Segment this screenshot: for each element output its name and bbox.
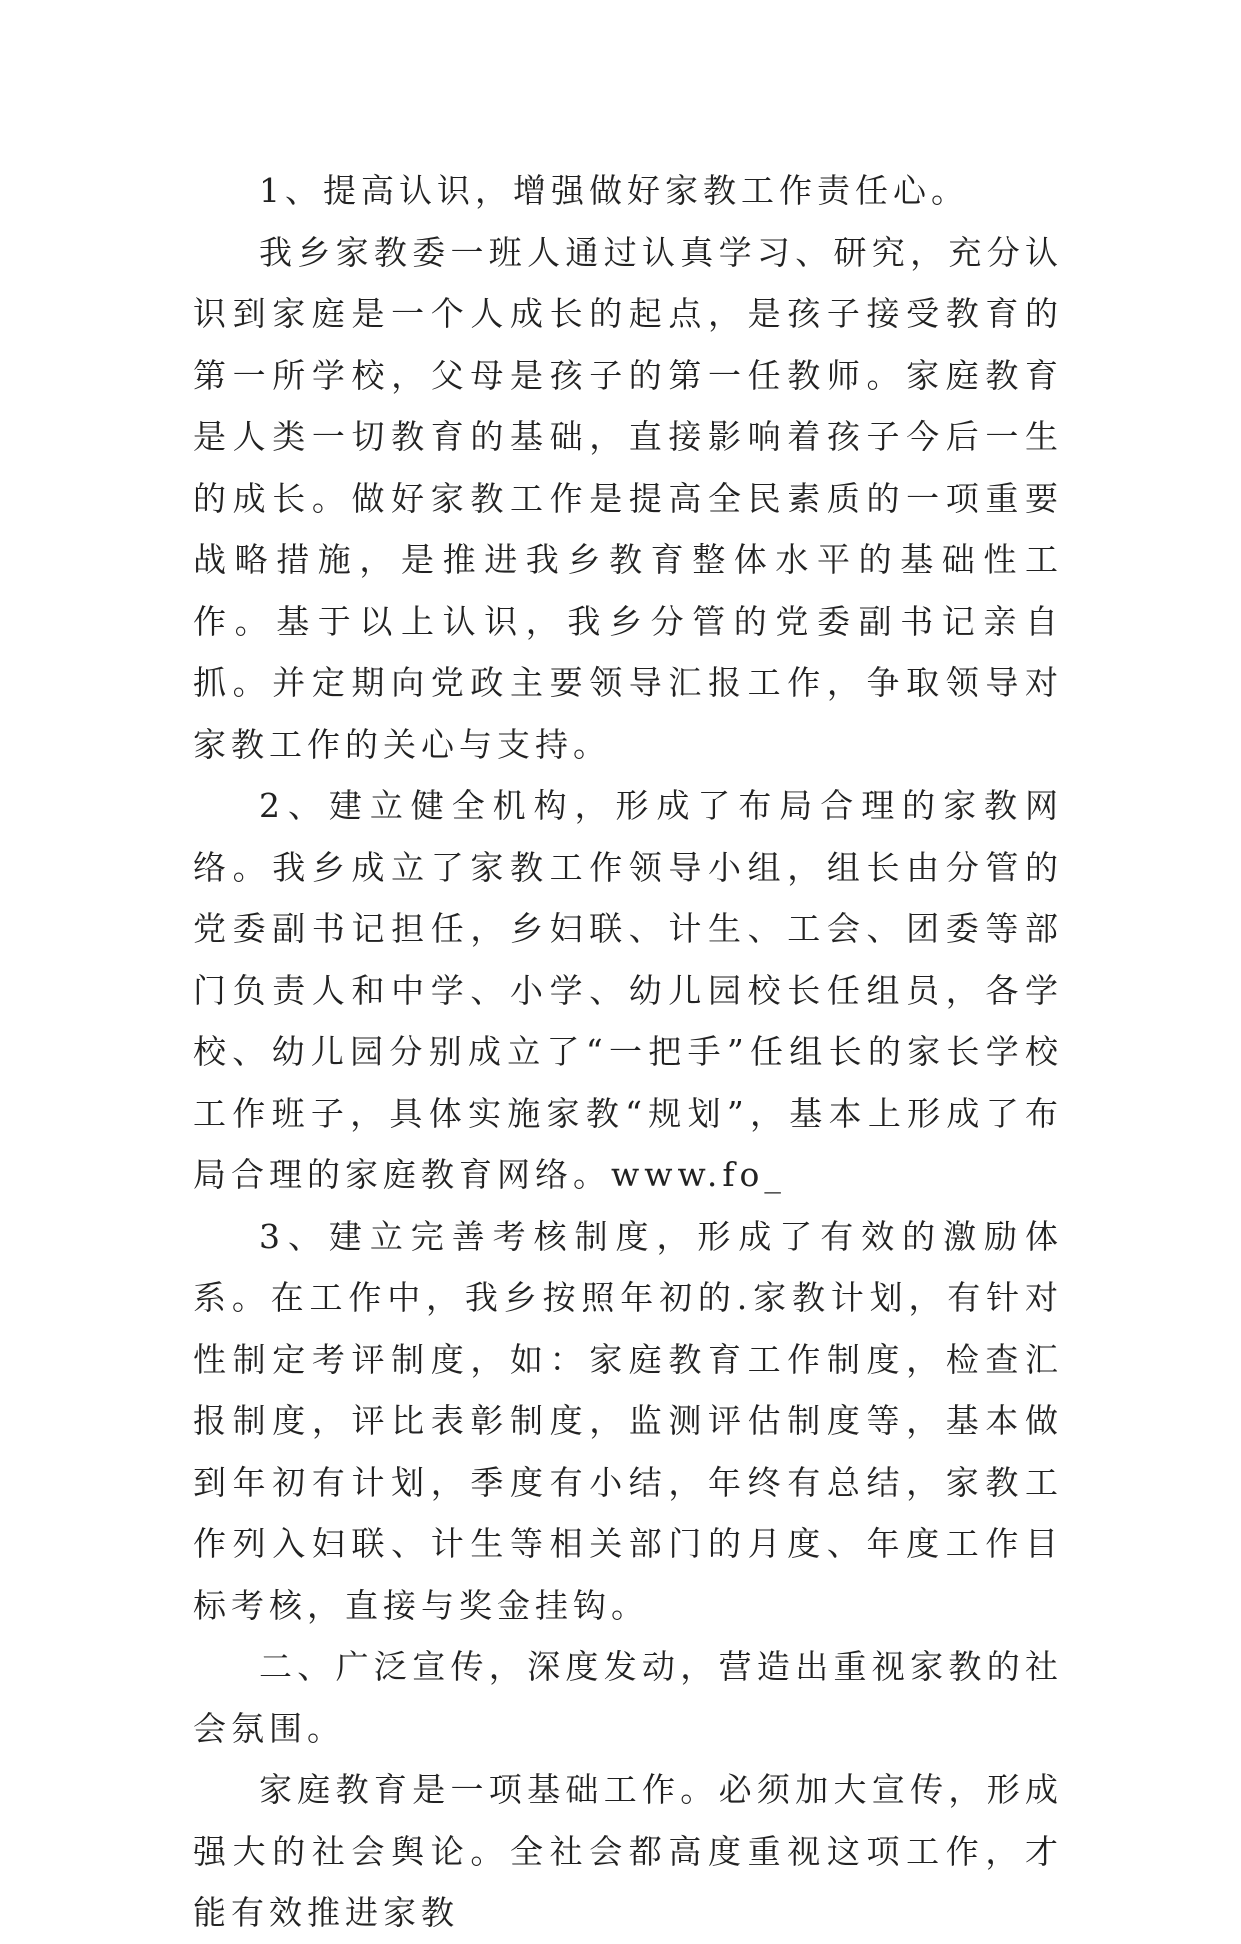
paragraph-heading-3: 3、建立完善考核制度，形成了有效的激励体系。在工作中，我乡按照年初的.家教计划，有针对性制定考评制度，如：家庭教育工作制度，检查汇报制度，评比表彰制度，监测评估制度等，基本做到年初有计划，季度有小结，年终有总结，家教工作列入妇联、计生等相关部门的月度、年度工作目标考核，直接与奖金挂钩。 [193, 1216, 1063, 1625]
paragraph-body-1: 我乡家教委一班人通过认真学习、研究，充分认识到家庭是一个人成长的起点，是孩子接受教育的第一所学校，父母是孩子的第一任教师。家庭教育是人类一切教育的基础，直接影响着孩子今后一生的成长。做好家教工作是提高全民素质的一项重要战略措施，是推进我乡教育整体水平的基础性工作。基于以上认识，我乡分管的党委副书记亲自抓。并定期向党政主要领导汇报工作，争取领导对家教工作的关心与支持。 [193, 232, 1063, 764]
document-page [193, 160, 1063, 1944]
paragraph-body-2: 家庭教育是一项基础工作。必须加大宣传，形成强大的社会舆论。全社会都高度重视这项工作，才能有效推进家教 [193, 1770, 1063, 1932]
section-heading-2: 二、广泛宣传，深度发动，营造出重视家教的社会氛围。 [193, 1647, 1063, 1748]
paragraph-heading-2: 2、建立健全机构，形成了布局合理的家教网络。我乡成立了家教工作领导小组，组长由分管的党委副书记担任，乡妇联、计生、工会、团委等部门负责人和中学、小学、幼儿园校长任组员，各学校、幼儿园分别成立了“一把手”任组长的家长学校工作班子，具体实施家教“规划”，基本上形成了布局合理的家庭教育网络。www.fo_ [193, 786, 1063, 1194]
paragraph-heading-1: 1、提高认识，增强做好家教工作责任心。 [259, 171, 969, 210]
